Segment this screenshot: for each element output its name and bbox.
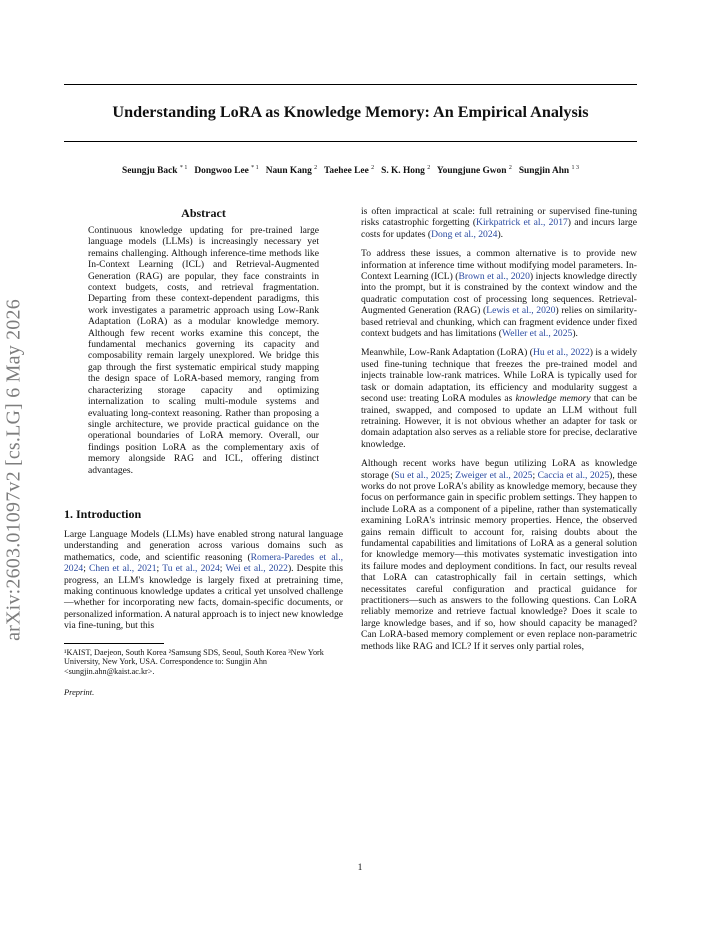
citation-link[interactable]: Dong et al., 2024 (431, 228, 498, 240)
emphasis: knowledge memory (515, 393, 591, 405)
text-run: that can be trained, swapped, and composed to update an LLM without full retraining. However, it is not obvious whether an adapter for task or domain adaptation also serves as a reliable store for precise, declarative knowledge. (361, 393, 637, 450)
abstract-heading: Abstract (181, 206, 226, 220)
section-heading-introduction: 1. Introduction (64, 506, 142, 521)
page-number: 1 (357, 862, 363, 873)
text-run: ; (219, 563, 226, 575)
paragraph (361, 206, 637, 240)
author-name: Seungju Back (122, 166, 178, 177)
author-affiliation: * 1 (179, 165, 188, 171)
author-affiliation: * 1 (251, 165, 259, 171)
citation-link[interactable]: Hu et al., 2022 (532, 347, 590, 359)
citation-link[interactable]: Caccia et al., 2025 (537, 469, 610, 481)
text-run: ) injects knowledge directly into the prompt, but it is constrained by the context window and the quadratic computation cost of processing long sequences. Retrieval-Augmented Generation (RAG) ( (361, 271, 637, 317)
text-run: ) relies on similarity-based retrieval and chunking, which can fragment evidence under fixed context budgets and has limitations ( (361, 305, 637, 340)
text-run: ), these works do not prove LoRA's ability as knowledge memory, because they focus on performance gain in specific problem settings. They happen to include LoRA as a component of a pipeline, rather than systematically examining LoRA's intrinsic memory properties. Hence, the observed gains remain difficult to account for, raising doubts about the fundamental capabilities and limitations of LoRA as a general solution for knowledge memory—this motivates systematic investigation into its failure modes and deployment conditions. In fact, our results reveal that LoRA can catastrophically fail in certain settings, which necessitates careful configuration and practical guidance for practitioners—such as answers to the following questions. Can LoRA reliably memorize and retrieve factual knowledge? Does it scale to large knowledge bases, and if so, how should capacity be managed? Can LoRA-based memory complement or even replace non-parametric methods like RAG and ICL? If it serves only partial roles, (361, 469, 637, 652)
author-affiliation: 1 3 (571, 165, 579, 171)
author-name: S. K. Hong (381, 166, 425, 177)
text-run: ) is a widely used fine-tuning technique that freezes the pre-trained model and injects trainable low-rank matrices. While LoRA is typically used for task or domain adaptation, its efficiency and modularity suggest a second use: treating LoRA modules as (361, 347, 637, 405)
paper-title: Understanding LoRA as Knowledge Memory: An Empirical Analysis (112, 103, 589, 121)
text-run: ). Despite this progress, an LLM's knowledge is largely fixed at pretraining time, making continuous knowledge updates a critical yet unsolved challenge—whether for incorporating new facts, domain-specific documents, or personalized information. A natural approach is to inject new knowledge via fine-tuning, but this (64, 563, 343, 632)
preprint-label: Preprint. (64, 688, 95, 698)
citation-link[interactable]: Wei et al., 2022 (225, 563, 288, 575)
paragraph (361, 248, 637, 339)
abstract-text: Continuous knowledge updating for pre-trained large language models (LLMs) is increasingly necessary yet remains challenging. Although inference-time methods like In-Context Learning (ICL) and Retrieval-Augmented Generation (RAG) are popular, they face constraints in context budgets, costs, and retrieval fragmentation. Departing from these context-dependent paradigms, this work investigates a parametric approach using Low-Rank Adaptation (LoRA) as a modular knowledge memory. Although few recent works examine this concept, the fundamental mechanics governing its capacity and composability remain largely unexplored. We bridge this gap through the first systematic empirical study mapping the design space of LoRA-based memory, ranging from characterizing storage capacity and optimizing internalization to scaling multi-module systems and evaluating long-context reasoning. Rather than proposing a single architecture, we provide practical guidance on the operational boundaries of LoRA memory. Overall, our findings position LoRA as the complementary axis of memory alongside RAG and ICL, offering distinct advantages. (88, 225, 319, 476)
left-column (64, 206, 343, 697)
citation-link[interactable]: Lewis et al., 2020 (486, 305, 556, 317)
citation-link[interactable]: Weller et al., 2025 (501, 328, 573, 340)
author-affiliation: 2 (427, 165, 431, 171)
author-affiliation: 2 (371, 165, 375, 171)
footnote-rule (64, 643, 164, 644)
text-run: ; (83, 563, 90, 575)
text-run: ; (449, 469, 456, 481)
text-run: ). (572, 328, 578, 340)
author-name: Dongwoo Lee (194, 166, 249, 177)
citation-link[interactable]: Kirkpatrick et al., 2017 (476, 217, 568, 229)
citation-link[interactable]: Chen et al., 2021 (89, 563, 157, 575)
text-run: ; (532, 469, 538, 481)
title-rule-bottom (64, 141, 637, 142)
citation-link[interactable]: Zweiger et al., 2025 (455, 469, 533, 481)
right-column (361, 206, 637, 660)
citation-link[interactable]: Romera-Paredes et al., 2024 (64, 551, 344, 575)
text-run: ; (156, 563, 163, 575)
title-rule-top (64, 84, 637, 85)
text-run: is often impractical at scale: full retraining or supervised fine-tuning risks catastrophic forgetting ( (361, 206, 637, 229)
text-run: Meanwhile, Low-Rank Adaptation (LoRA) ( (361, 347, 533, 359)
citation-link[interactable]: Tu et al., 2024 (162, 563, 220, 575)
intro-paragraph (64, 529, 343, 632)
author-list (64, 165, 637, 176)
citation-link[interactable]: Su et al., 2025 (394, 469, 450, 481)
text-run: Although recent works have begun utilizing LoRA as knowledge storage ( (361, 458, 637, 481)
arxiv-identifier[interactable]: arXiv:2603.01097v2 [cs.LG] 6 May 2026 (2, 299, 25, 641)
affiliation-footnote: ¹KAIST, Daejeon, South Korea ²Samsung SDS, Seoul, South Korea ³New York University, New York, USA. Correspondence to: Sungjin Ahn <sungjin.ahn@kaist.ac.kr>. (64, 647, 324, 676)
text-run: ). (497, 228, 504, 240)
text-run: To address these issues, a common alternative is to provide new information at inference time without modifying model parameters. In-Context Learning (ICL) ( (361, 248, 637, 283)
paragraph (361, 458, 637, 652)
author-affiliation: 2 (508, 165, 512, 171)
author-name: Taehee Lee (324, 166, 369, 177)
author-name: Naun Kang (265, 166, 312, 177)
text-run: ) and incurs large costs for updates ( (361, 217, 637, 240)
text-run: Large Language Models (LLMs) have enabled strong natural language understanding and generation across various domains such as mathematics, code, and scientific reasoning ( (64, 528, 343, 563)
author-name: Youngjune Gwon (436, 166, 507, 177)
paragraph (361, 347, 637, 450)
author-affiliation: 2 (314, 165, 318, 171)
citation-link[interactable]: Brown et al., 2020 (458, 271, 530, 283)
author-name: Sungjin Ahn (518, 166, 570, 177)
